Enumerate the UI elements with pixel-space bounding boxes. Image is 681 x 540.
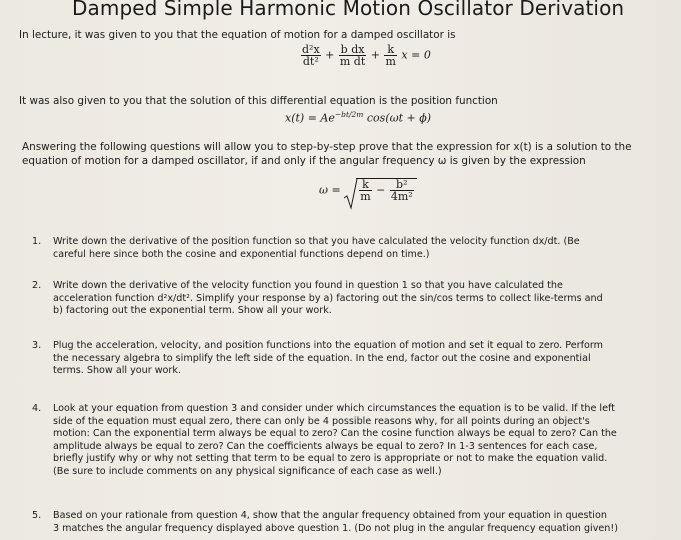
position-function: $x(t) = Ae^{-bt/2m}$ cos(ωt + ϕ): [285, 110, 431, 125]
eq-term-3: $\frac{k}{m}$: [385, 43, 396, 68]
intro-line-3a: Answering the following questions will allow you to step-by-step prove that the expression for x(t) is a solution to the: [22, 141, 632, 153]
page-title: Damped Simple Harmonic Motion Oscillator Derivation: [72, 0, 625, 20]
question-3: 3. Plug the acceleration, velocity, and position functions into the equation of motion and set it equal to zero. Perform the necessary algebra to simplify the left side of the equation. In the end, factor out the cosine and exponential terms. Show all your work.: [32, 340, 603, 377]
square-root: $\frac{k}{m}$ − $\frac{\text{b²}}{\text{4m²}}$: [344, 178, 417, 202]
intro-line-1: In lecture, it was given to you that the equation of motion for a damped oscillator is: [19, 29, 456, 41]
eq-term-2: $\frac{\text{b dx}}{\text{m dt}}$: [339, 43, 366, 68]
plus-sign: +: [325, 48, 335, 62]
question-2: 2. Write down the derivative of the velocity function you found in question 1 so that you have calculated the acceleration function d²x/dt². Simplify your response by a) factoring out the sin/cos terms to collect like-terms and b) factoring out the exponential term. Show all your work.: [32, 280, 603, 317]
question-5: 5. Based on your rationale from question 4, show that the angular frequency obtained from your equation in question 3 matches the angular frequency displayed above question 1. (Do not plug in the angular frequency equation given!): [32, 510, 618, 534]
plus-sign: +: [370, 48, 380, 62]
angular-frequency-expression: [319, 178, 417, 202]
question-1: 1. Write down the derivative of the position function so that you have calculated the velocity function dx/dt. (Be careful here since both the cosine and exponential functions depend on time.): [32, 236, 580, 260]
eq-tail: x = 0: [401, 48, 431, 62]
omega-lhs: ω =: [319, 183, 341, 197]
intro-line-2: It was also given to you that the solution of this differential equation is the position function: [19, 95, 498, 107]
question-4: 4. Look at your equation from question 3 and consider under which circumstances the equation is to be valid. If the left side of the equation must equal zero, there can only be 4 possible reasons why, for all points during an object's motion: Can the exponential term always be equal to zero? Can the cosine function always be equal to zero? Can the amplitude always be equal to zero? Can the coefficients always be equal to zero? In 1-3 sentences for each case, briefly justify why or why not setting that term to be equal to zero is appropriate or not to make the equation valid. (Be sure to include comments on any physical significance of each case as well.): [32, 403, 617, 477]
eq-term-1: $\frac{\text{d²x}}{\text{dt²}}$: [302, 43, 320, 68]
intro-line-3b: equation of motion for a damped oscillator, if and only if the angular frequency ω is given by the expression: [22, 155, 586, 167]
equation-of-motion: [300, 44, 431, 67]
radical-sign-icon: [344, 178, 358, 210]
